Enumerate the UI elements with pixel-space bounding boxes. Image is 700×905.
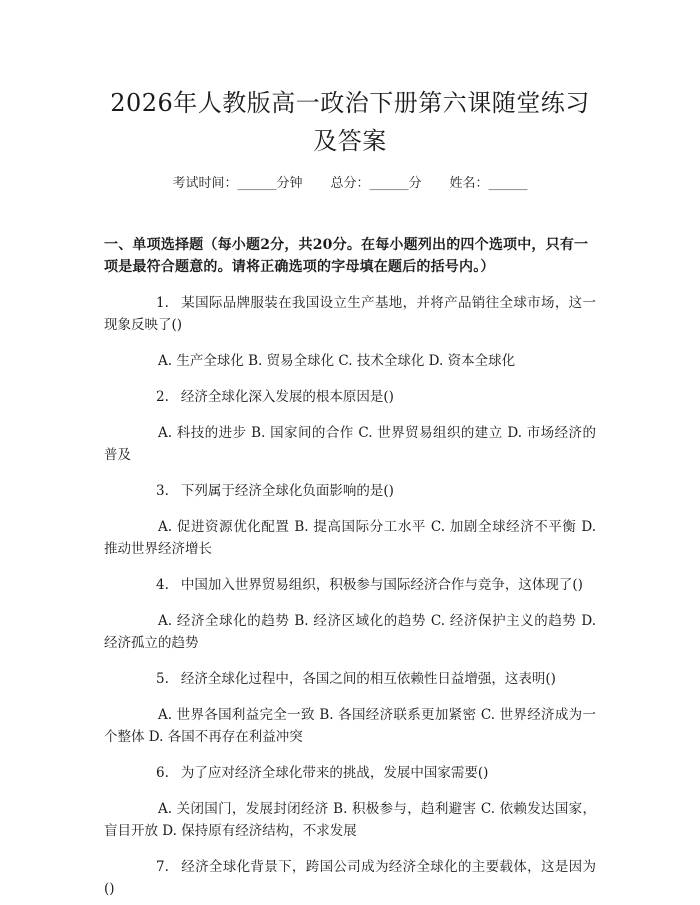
question-options: A. 关闭国门，发展封闭经济 B. 积极参与，趋利避害 C. 依赖发达国家，盲目开放 D. 保持原有经济结构，不求发展 [104,801,596,839]
question-text: 中国加入世界贸易组织，积极参与国际经济合作与竞争，这体现了() [180,577,583,593]
question-text: 下列属于经济全球化负面影响的是() [180,483,394,499]
question-text: 经济全球化过程中，各国之间的相互依赖性日益增强，这表明() [180,671,556,687]
question-stem [104,762,596,784]
question-number: 5. [156,671,169,687]
question-number: 6. [156,765,169,781]
question-options: A. 生产全球化 B. 贸易全球化 C. 技术全球化 D. 资本全球化 [158,353,516,369]
question-text: 经济全球化背景下，跨国公司成为经济全球化的主要载体，这是因为() [104,859,596,897]
question-options: A. 世界各国利益完全一致 B. 各国经济联系更加紧密 C. 世界经济成为一个整体 D. 各国不再存在利益冲突 [104,707,596,745]
question-number: 3. [156,483,169,499]
question-number: 2. [156,389,169,405]
question-stem [104,574,596,596]
question-text: 经济全球化深入发展的根本原因是() [180,389,394,405]
question-number: 1. [156,295,169,311]
exam-score-label: 总分：______分 [330,176,422,191]
question-text: 为了应对经济全球化带来的挑战，发展中国家需要() [180,765,489,781]
document-title: 2026年人教版高一政治下册第六课随堂练习及答案 [110,89,590,155]
question-number: 7. [156,859,169,875]
question-options: A. 经济全球化的趋势 B. 经济区域化的趋势 C. 经济保护主义的趋势 D. 经济孤立的趋势 [104,613,596,651]
question-stem [104,668,596,690]
question-options: A. 科技的进步 B. 国家间的合作 C. 世界贸易组织的建立 D. 市场经济的普及 [104,425,596,463]
question-text: 某国际品牌服装在我国设立生产基地，并将产品销往全球市场，这一现象反映了() [104,295,596,333]
question-stem [104,480,596,502]
question-stem [104,292,596,336]
question-stem [104,386,596,408]
question-number: 4. [156,577,169,593]
section-heading: 一、单项选择题（每小题2分，共20分。在每小题列出的四个选项中，只有一项是最符合题意的。请将正确选项的字母填在题后的括号内。） [104,237,589,275]
question-stem [104,856,596,900]
exam-time-label: 考试时间：______分钟 [172,176,303,191]
exam-meta [104,174,596,194]
exam-name-label: 姓名：______ [449,176,528,191]
question-options: A. 促进资源优化配置 B. 提高国际分工水平 C. 加剧全球经济不平衡 D. 推动世界经济增长 [104,519,596,557]
